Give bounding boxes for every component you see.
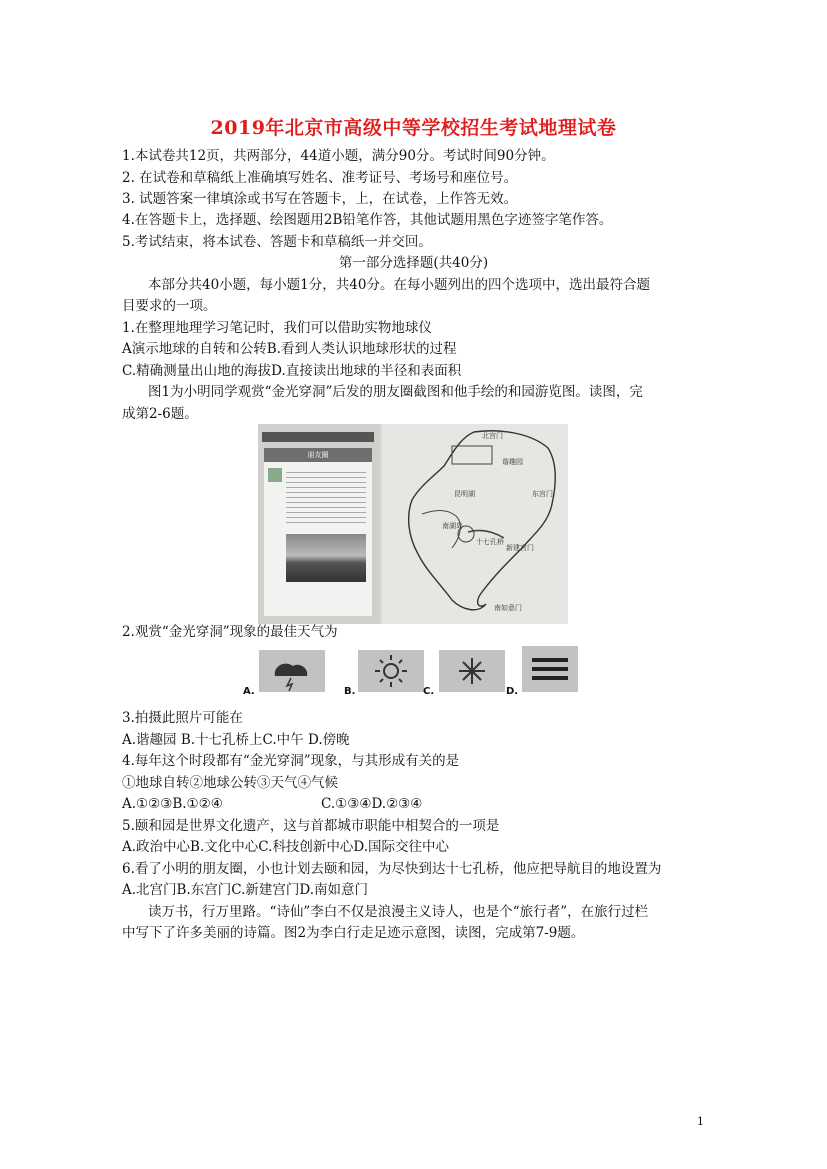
post-text — [286, 468, 366, 526]
part1-heading: 第一部分选择题(共40分) — [338, 255, 489, 271]
snow-icon — [439, 650, 505, 692]
q1-stem: 1.在整理地理学习笔记时，我们可以借助实物地球仪 — [122, 320, 432, 336]
q4-options-cd: C.①③④D.②③④ — [321, 796, 423, 812]
fig1-intro-line2: 成第2-6题。 — [122, 406, 198, 422]
thunderstorm-symbol — [259, 650, 325, 692]
page-number: 1 — [697, 1115, 704, 1128]
figure-1 — [258, 424, 568, 624]
q4-items: ①地球自转②地球公转③天气④气候 — [122, 775, 338, 791]
summer-palace-sketch-map — [382, 424, 568, 624]
q5-options: A.政治中心B.文化中心C.科技创新中心D.国际交往中心 — [122, 839, 450, 855]
q3-stem: 3.拍摄此照片可能在 — [122, 710, 243, 726]
instruction-2: 2. 在试卷和草稿纸上准确填写姓名、准考证号、考场号和座位号。 — [122, 170, 518, 186]
thunderstorm-icon — [259, 650, 325, 692]
sunny-icon — [358, 650, 424, 692]
q5-stem: 5.颐和园是世界文化遗产，这与首都城市职能中相契合的一项是 — [122, 818, 500, 834]
map-label-north-gate: 北宫门 — [482, 432, 503, 440]
option-a-label: A. — [243, 686, 255, 697]
libai-intro-line1: 读万书，行万里路。“诗仙”李白不仅是浪漫主义诗人，也是个“旅行者”，在旅行过栏 — [148, 904, 649, 920]
map-label-xiequ-garden: 谐趣园 — [502, 458, 523, 466]
instruction-4: 4.在答题卡上，选择题、绘图题用2B铅笔作答，其他试题用黑色字迹签字笔作答。 — [122, 212, 613, 228]
option-b-label: B. — [344, 686, 356, 697]
map-label-kunming-lake: 昆明湖 — [454, 490, 475, 498]
fog-symbol — [522, 646, 578, 692]
q1-options-ab: A演示地球的自转和公转B.看到人类认识地球形状的过程 — [122, 341, 457, 357]
libai-intro-line2: 中写下了许多美丽的诗篇。图2为李白行走足迹示意图，读图，完成第7-9题。 — [122, 925, 585, 941]
fig1-intro-line1: 图1为小明同学观赏“金光穿洞”后发的朋友圈截图和他手绘的和园游览图。读图，完 — [148, 384, 643, 400]
option-c-label: C. — [423, 686, 435, 697]
snow-symbol — [439, 650, 505, 692]
phone-screen — [264, 448, 372, 616]
instruction-5: 5.考试结束，将本试卷、答题卡和草稿纸一并交回。 — [122, 234, 432, 250]
q2-stem: 2.观赏“金光穿洞”现象的最佳天气为 — [122, 624, 338, 640]
moments-header: 朋友圈 — [264, 448, 372, 462]
part1-intro-line1: 本部分共40小题，每小题1分，共40分。在每小题列出的四个选项中，选出最符合题 — [148, 277, 650, 293]
q4-options-ab: A.①②③B.①②④ — [122, 796, 223, 812]
q6-stem: 6.看了小明的朋友圈，小也计划去颐和园，为尽快到达十七孔桥，他应把导航目的地设置为 — [122, 861, 662, 877]
avatar — [268, 468, 282, 482]
map-label-new-gate: 新建宫门 — [506, 544, 534, 552]
bridge-photo — [286, 534, 366, 582]
map-label-south-lake-island: 南湖岛 — [442, 522, 463, 530]
map-label-east-gate: 东宫门 — [532, 490, 553, 498]
map-label-south-gate: 南如意门 — [494, 604, 522, 612]
part1-intro-line2: 目要求的一项。 — [122, 298, 217, 314]
option-d-label: D. — [506, 686, 519, 697]
fog-icon — [522, 646, 578, 692]
sunny-symbol — [358, 650, 424, 692]
instruction-3: 3. 试题答案一律填涂或书写在答题卡，上，在试卷，上作答无效。 — [122, 191, 518, 207]
q3-options: A.谐趣园 B.十七孔桥上C.中午 D.傍晚 — [122, 732, 350, 748]
q6-options: A.北宫门B.东宫门C.新建宫门D.南如意门 — [122, 882, 369, 898]
moments-screenshot — [258, 424, 380, 624]
q1-options-cd: C.精确测量出山地的海拔D.直接读出地球的半径和表面积 — [122, 363, 462, 379]
hill-buildings — [452, 446, 492, 464]
exam-title: 2019年北京市高级中等学校招生考试地理试卷 — [210, 117, 617, 139]
map-drawing — [382, 424, 568, 624]
q4-stem: 4.每年这个时段都有“金光穿洞”现象，与其形成有关的是 — [122, 753, 460, 769]
phone-status-bar — [262, 432, 374, 442]
lake-outline — [409, 431, 556, 610]
map-label-17-arch-bridge: 十七孔桥 — [476, 538, 504, 546]
instruction-1: 1.本试卷共12页，共两部分，44道小题，满分90分。考试时间90分钟。 — [122, 148, 555, 164]
